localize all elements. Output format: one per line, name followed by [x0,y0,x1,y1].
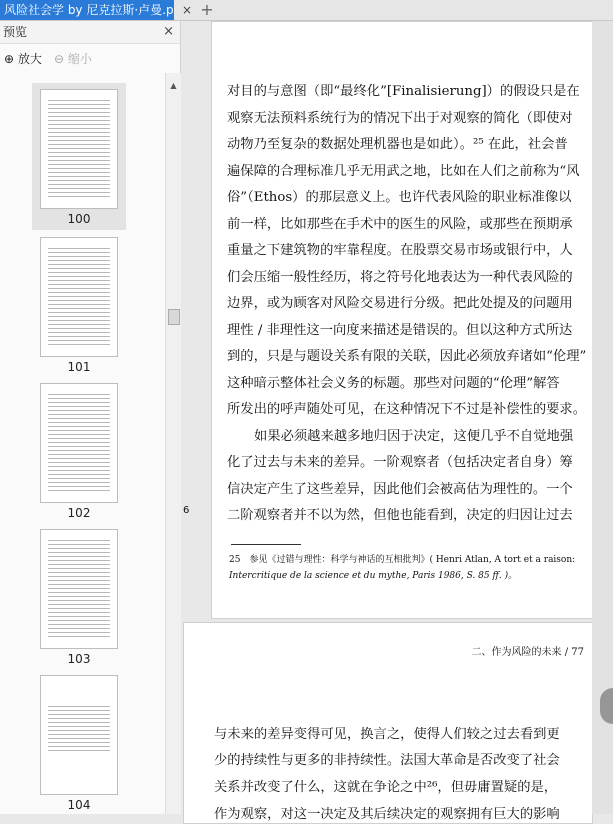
text-line: 们会压缩一般性经历，将之符号化地表达为一种代表风险的 [227,270,573,285]
text-line: 信决定产生了这些差异，因此他们会被高估为理性的。一个 [227,482,573,497]
thumbnail-image [40,529,118,649]
zoom-toolbar [0,44,180,72]
thumbnail-page-102[interactable] [32,383,126,520]
thumbnail-page-100[interactable] [32,83,126,230]
thumbnail-label: 103 [67,652,91,666]
text-line: 到的，只是与题设关系有限的关联，因此必须放弃诸如“伦理” [227,349,587,364]
text-line: 少的持续性与更多的非持续性。法国大革命是否改变了社会 [214,753,560,768]
footnote-text: 25 参见《过错与理性：科学与神话的互相批判》( Henri Atlan, A tort et a raison: [229,555,576,565]
thumbnail-label: 102 [67,506,91,520]
document-view [181,21,613,822]
sidebar-close-icon[interactable]: × [163,24,174,39]
tab-close-icon[interactable]: × [181,3,193,17]
text-line: 化了过去与未来的差异。一阶观察者（包括决定者自身）筹 [227,455,573,470]
document-page [183,622,593,824]
zoom-out-label: 缩小 [67,52,92,66]
text-line: 边界，或为顾客对风险交易进行分级。把此处提及的问题用 [227,296,573,311]
sidebar-header [0,21,180,44]
thumbnail-image [40,89,118,209]
footnote-text: Intercritique de la science et du mythe, Paris 1986, S. 85 ff. )。 [229,571,518,581]
document-tab[interactable]: 风险社会学 by 尼克拉斯·卢曼.p [0,0,174,20]
text-line: 观察无法预料系统行为的情况下出于对观察的简化（即使对 [227,111,573,126]
text-line: 理性 / 非理性这一向度来描述是错误的。但以这种方式所达 [227,323,573,338]
scroll-up-icon[interactable]: ▲ [170,81,177,90]
text-line: 对目的与意图（即“最终化”[Finalisierung]）的假设只是在 [227,84,580,99]
sidebar-scrollbar[interactable] [165,73,181,814]
tab-bar [0,0,613,21]
running-header: 二、作为风险的未来 / 77 [471,647,584,658]
sidebar-title: 预览 [3,25,28,39]
text-line: 遍保障的合理标准几乎无用武之地，比如在人们之前称为“风 [227,164,580,179]
zoom-out-button[interactable]: ⊖ 缩小 [54,52,92,66]
text-line: 重量之下建筑物的牢靠程度。在股票交易市场或银行中，人 [227,243,573,258]
text-line: 所发出的呼声随处可见，在这种情况下不过是补偿性的要求。 [227,402,587,417]
text-line: 这种暗示整体社会义务的标题。那些对问题的“伦理”解答 [227,376,560,391]
zoom-in-label: 放大 [17,52,42,66]
text-line: 前一样，比如那些在手术中的医生的风险，或那些在预期承 [227,217,573,232]
thumbnail-image [40,383,118,503]
thumbnail-page-101[interactable] [32,237,126,374]
text-line: 二阶观察者并不以为然，但他也能看到，决定的归因让过去 [227,508,573,523]
thumbnail-image [40,237,118,357]
document-page [211,21,593,619]
thumbnail-page-104[interactable] [32,675,126,812]
text-line: 作为观察，对这一决定及其后续决定的观察拥有巨大的影响 [214,807,560,822]
thumbnail-label: 104 [67,798,91,812]
floating-action-button[interactable] [600,688,613,724]
text-line: 如果必须越来越多地归因于决定，这便几乎不自觉地强 [254,429,574,444]
thumbnail-label: 100 [67,212,91,226]
thumbnail-list [0,73,165,814]
scrollbar-thumb[interactable] [168,309,180,325]
thumbnail-image [40,675,118,795]
zoom-in-button[interactable]: ⊕ 放大 [4,52,42,66]
text-line: 动物乃至复杂的数据处理机器也是如此）。²⁵ 在此，社会普 [227,137,568,152]
thumbnail-page-103[interactable] [32,529,126,666]
new-tab-icon[interactable]: + [200,0,214,19]
text-line: 与未来的差异变得可见，换言之，使得人们较之过去看到更 [214,727,560,742]
footnote-rule [231,544,301,545]
text-line: 关系并改变了什么，这就在争论之中²⁶，但毋庸置疑的是， [214,780,558,795]
text-line: 俗”（Ethos）的那层意义上。也许代表风险的职业标准像以 [227,190,572,205]
margin-number: 6 [183,505,190,516]
preview-sidebar [0,21,181,814]
thumbnail-label: 101 [67,360,91,374]
